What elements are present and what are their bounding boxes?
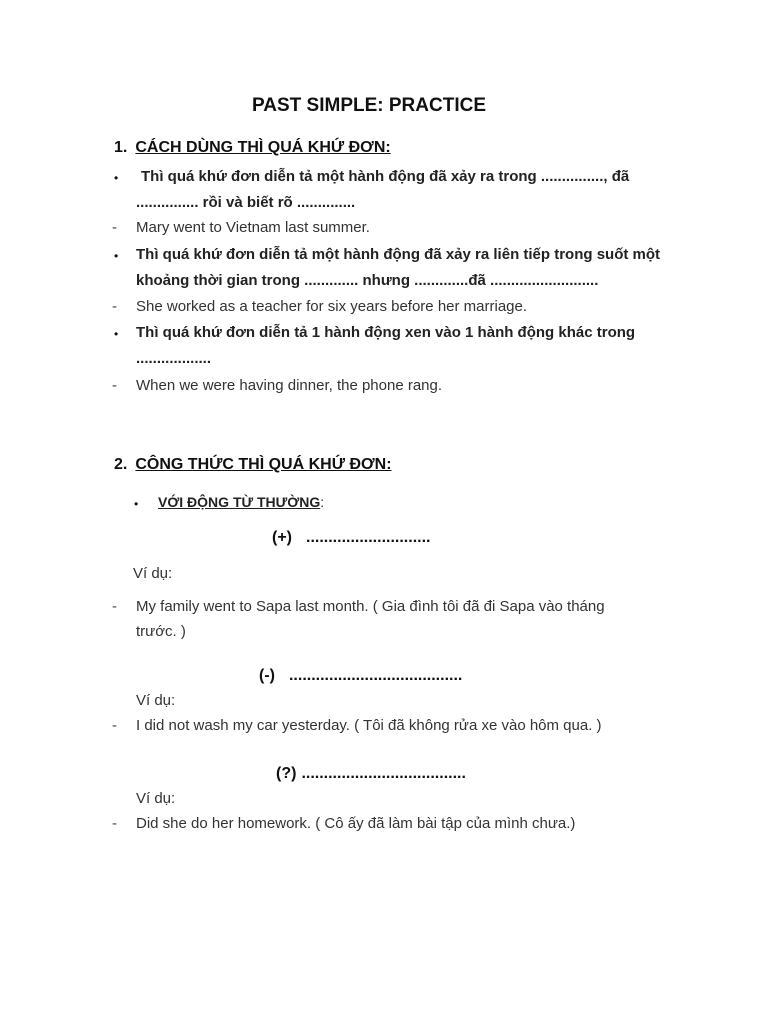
positive-sign: (+) <box>272 529 292 546</box>
bullet-icon: • <box>134 497 139 511</box>
question-blank: ..................................... <box>301 765 466 782</box>
dash-icon: - <box>112 598 117 615</box>
bullet-icon: • <box>114 327 119 341</box>
rule-3-line-2: .................. <box>136 350 212 367</box>
example-2: She worked as a teacher for six years before her marriage. <box>136 298 528 315</box>
rule-3-line-1: Thì quá khứ đơn diễn tả 1 hành động xen vào 1 hành động khác trong <box>136 324 636 341</box>
section-1-number: 1. <box>114 139 128 156</box>
sub-bullet-colon: : <box>320 494 325 510</box>
sub-bullet-label: VỚI ĐỘNG TỪ THƯỜNG <box>158 494 321 510</box>
section-2-number: 2. <box>114 456 128 473</box>
dash-icon: - <box>112 298 117 315</box>
positive-blank: ............................ <box>306 529 431 546</box>
example-label: Ví dụ: <box>133 565 173 582</box>
section-1-title: CÁCH DÙNG THÌ QUÁ KHỨ ĐƠN: <box>135 139 391 156</box>
dash-icon: - <box>112 219 117 236</box>
positive-example-line-1: My family went to Sapa last month. ( Gia đình tôi đã đi Sapa vào tháng <box>136 598 605 615</box>
dash-icon: - <box>112 377 117 394</box>
negative-blank: ....................................... <box>288 667 463 684</box>
negative-formula <box>259 667 462 685</box>
bullet-icon: • <box>114 249 119 263</box>
example-3: When we were having dinner, the phone rang. <box>136 377 443 394</box>
positive-example-line-2: trước. ) <box>136 623 186 640</box>
section-1-heading <box>114 139 391 157</box>
rule-1-line-1: Thì quá khứ đơn diễn tả một hành động đã xảy ra trong ..............., đã <box>141 168 630 185</box>
example-1: Mary went to Vietnam last summer. <box>136 219 370 236</box>
example-label: Ví dụ: <box>136 790 176 807</box>
question-formula <box>276 765 466 783</box>
section-2-title: CÔNG THỨC THÌ QUÁ KHỨ ĐƠN: <box>135 456 392 473</box>
rule-2-line-1: Thì quá khứ đơn diễn tả một hành động đã xảy ra liên tiếp trong suốt một <box>136 246 661 263</box>
negative-example: I did not wash my car yesterday. ( Tôi đã không rửa xe vào hôm qua. ) <box>136 717 602 734</box>
section-2-heading <box>114 456 392 474</box>
negative-sign: (-) <box>259 667 275 684</box>
bullet-icon: • <box>114 171 119 185</box>
dash-icon: - <box>112 717 117 734</box>
example-label: Ví dụ: <box>136 692 176 709</box>
question-sign: (?) <box>276 765 297 782</box>
rule-2-line-2: khoảng thời gian trong ............. nhưng .............đã .......................... <box>136 272 599 289</box>
positive-formula <box>272 529 430 547</box>
sub-bullet-regular-verbs <box>158 494 324 510</box>
question-example: Did she do her homework. ( Cô ấy đã làm bài tập của mình chưa.) <box>136 815 576 832</box>
dash-icon: - <box>112 815 117 832</box>
rule-1-line-2: ............... rồi và biết rõ .............. <box>136 194 356 211</box>
page-title: PAST SIMPLE: PRACTICE <box>252 95 486 116</box>
